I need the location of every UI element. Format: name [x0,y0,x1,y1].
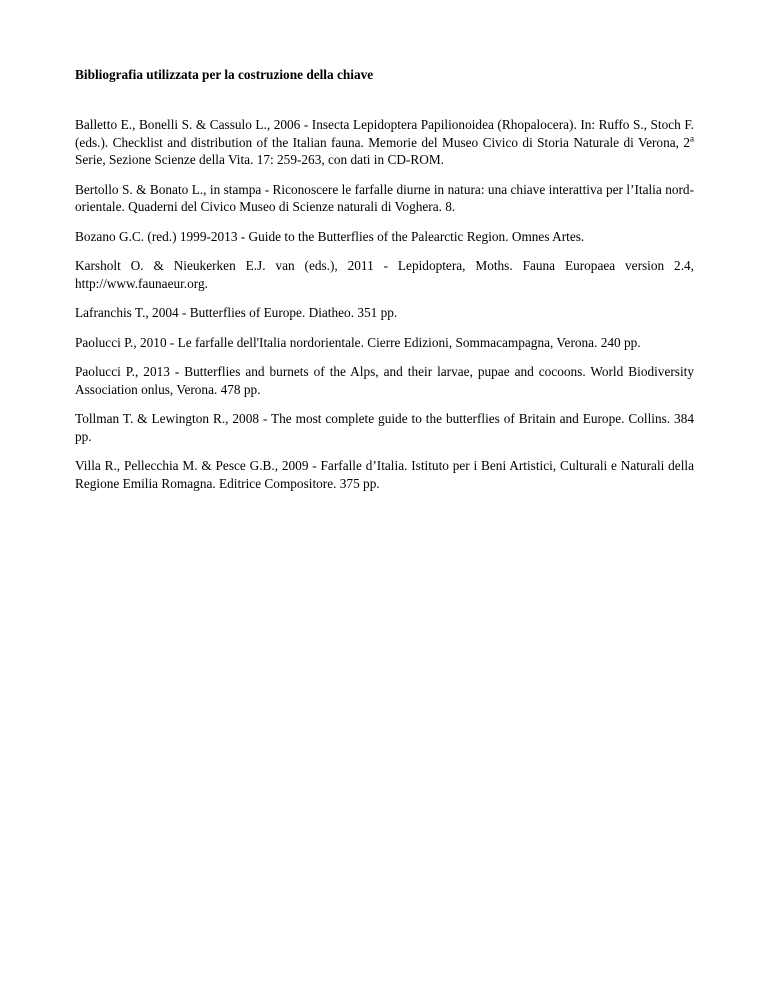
reference-entry-lafranchis: Lafranchis T., 2004 - Butterflies of Europe. Diatheo. 351 pp. [75,305,398,320]
reference-entry-villa: Villa R., Pellecchia M. & Pesce G.B., 2009 - Farfalle d’Italia. Istituto per i Beni Artistici, Culturali e Naturali della Regione Emilia Romagna. Editrice Compositore. 375 pp. [75,458,694,491]
reference-text: Balletto E., Bonelli S. & Cassulo L., 2006 - Insecta Lepidoptera Papilionoidea (Rhopalocera). In: Ruffo S., Stoch F. (eds.). Checklist and distribution of the Italian fauna. Memorie del Museo Civico di Storia Naturale di Verona, 2 [75,117,694,150]
reference-entry-karsholt: Karsholt O. & Nieukerken E.J. van (eds.), 2011 - Lepidoptera, Moths. Fauna Europaea version 2.4, http://www.faunaeur.org. [75,258,694,291]
reference-text-continued: Serie, Sezione Scienze della Vita. 17: 259-263, con dati in CD-ROM. [75,152,444,167]
superscript-a: a [690,133,694,144]
reference-list [75,116,694,504]
reference-entry-paolucci-2010: Paolucci P., 2010 - Le farfalle dell'Italia nordorientale. Cierre Edizioni, Sommacampagna, Verona. 240 pp. [75,334,641,350]
reference-entry-tollman: Tollman T. & Lewington R., 2008 - The most complete guide to the butterflies of Britain and Europe. Collins. 384 pp. [75,411,694,444]
bibliography-heading: Bibliografia utilizzata per la costruzione della chiave [75,67,374,82]
reference-entry-bertollo: Bertollo S. & Bonato L., in stampa - Riconoscere le farfalle diurne in natura: una chiave interattiva per l’Italia nord-orientale. Quaderni del Civico Museo di Scienze naturali di Voghera. 8. [75,181,694,214]
reference-entry-paolucci-2013: Paolucci P., 2013 - Butterflies and burnets of the Alps, and their larvae, pupae and cocoons. World Biodiversity Association onlus, Verona. 478 pp. [75,364,694,397]
reference-entry-balletto [75,116,694,169]
reference-entry-bozano: Bozano G.C. (red.) 1999-2013 - Guide to the Butterflies of the Palearctic Region. Omnes Artes. [75,228,585,244]
